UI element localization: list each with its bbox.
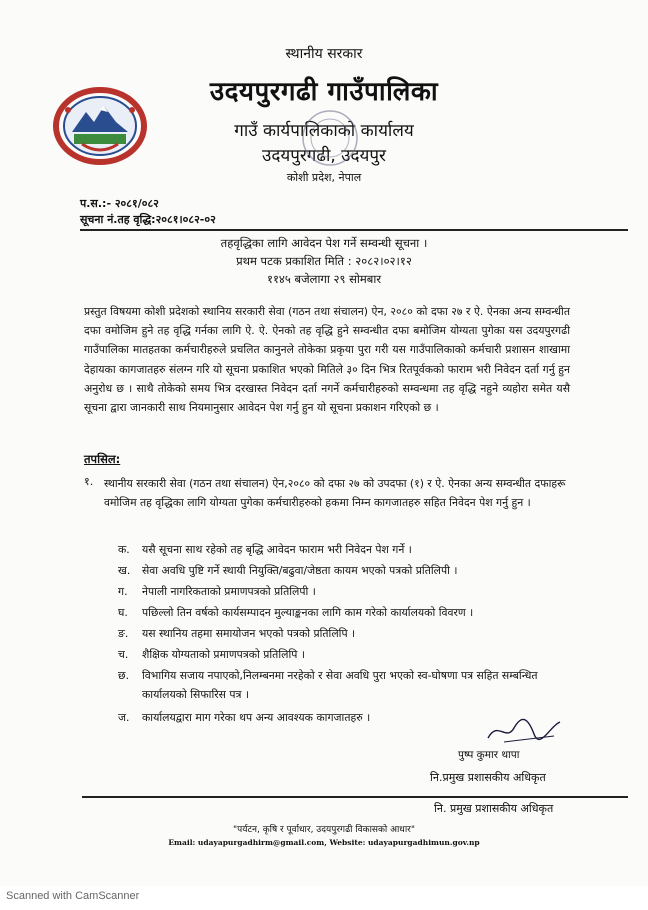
item-text: शैक्षिक योग्यताको प्रमाणपत्रको प्रतिलिपि ।: [142, 648, 305, 661]
item-text: विभागिय सजाय नपाएको,निलम्बनमा नरहेको र सेवा अवधि पुरा भएको स्व-घोषणा पत्र सहित सम्बन्धित कार्यालयको सिफारिस पत्र ।: [142, 669, 538, 701]
item-label: ङ.: [118, 627, 129, 640]
handwritten-signature: [484, 716, 564, 746]
item-number: १.: [84, 475, 94, 488]
signatory-title-footer: नि. प्रमुख प्रशासकीय अधिकृत: [434, 802, 554, 815]
letter-reference-number: प.स.:- २०८१/०८२: [80, 197, 159, 210]
document-list-item: [118, 561, 457, 580]
camscanner-watermark: Scanned with CamScanner: [6, 890, 140, 902]
footer-divider: [82, 796, 628, 798]
details-heading: तपसिल:: [84, 452, 121, 466]
item-label: ज.: [118, 711, 130, 724]
document-list-item: [118, 666, 582, 704]
document-list-item: [118, 624, 355, 643]
footer-contact: Email: udayapurgadhirm@gmail.com, Website: udayapurgadhimun.gov.np: [168, 838, 480, 847]
item-label: च.: [118, 648, 129, 661]
header-divider: [80, 229, 628, 231]
footer-motto: "पर्यटन, कृषि र पूर्वाधार, उदयपुरगढी विकासको आधार": [233, 825, 415, 835]
document-list-item: [118, 603, 473, 622]
item-text: नेपाली नागरिकताको प्रमाणपत्रको प्रतिलिपी ।: [142, 585, 316, 598]
document-list-item: [118, 540, 412, 559]
item-label: ख.: [118, 564, 131, 577]
document-list-item: [118, 645, 305, 664]
notice-number: सूचना नं.तह वृद्धि:२०८१।०८२-०२: [80, 213, 216, 226]
item-text: यसै सूचना साथ रहेको तह बृद्धि आवेदन फाराम भरी निवेदन पेश गर्ने ।: [142, 543, 412, 556]
item-text: पछिल्लो तिन वर्षको कार्यसम्पादन मुल्याङ्कनका लागि काम गरेको कार्यालयको विवरण ।: [142, 606, 474, 619]
office-name: गाउँ कार्यपालिकाको कार्यालय: [234, 121, 414, 141]
item-1-text: स्थानीय सरकारी सेवा (गठन तथा संचालन) ऐन,२०८० को दफा २७ को उपदफा (१) र ऐ. ऐनका अन्य सम्वन्धीत दफाहरू वमोजिम तह वृद्धिका लागि योग्यता पुगेका कर्मचारीहरुको हकमा निम्न कागजातहरु सहित निवेदन पेश गर्नु हुन ।: [104, 477, 566, 509]
published-time: ११४५ बजेलागा २९ सोमबार: [266, 272, 382, 286]
item-label: छ.: [118, 669, 130, 682]
item-label: ग.: [118, 585, 128, 598]
municipality-name: उदयपुरगढी गाउँपालिका: [209, 77, 439, 107]
signatory-title: नि.प्रमुख प्रशासकीय अधिकृत: [430, 771, 546, 784]
item-label: क.: [118, 543, 130, 556]
item-label: घ.: [118, 606, 128, 619]
header-local-government: स्थानीय सरकार: [285, 46, 363, 62]
notice-title: तहवृद्धिका लागि आवेदन पेश गर्ने सम्वन्धी सूचना ।: [220, 236, 428, 250]
item-text: कार्यालयद्वारा माग गरेका थप अन्य आवश्यक कागजातहरु ।: [142, 711, 371, 724]
document-list-item: [118, 582, 316, 601]
item-text: यस स्थानिय तहमा समायोजन भएको पत्रको प्रतिलिपि ।: [142, 627, 356, 640]
office-address: उदयपुरगढी, उदयपुर: [262, 146, 386, 166]
document-list-item: [118, 708, 370, 727]
signatory-name: पुष्प कुमार थापा: [458, 749, 520, 761]
province: कोशी प्रदेश, नेपाल: [286, 171, 362, 184]
item-text: सेवा अवधि पुष्टि गर्ने स्थायी नियुक्ति/बढुवा/जेष्ठता कायम भएको पत्रको प्रतिलिपी ।: [142, 564, 458, 577]
notice-body-paragraph: प्रस्तुत विषयमा कोशी प्रदेशको स्थानिय सरकारी सेवा (गठन तथा संचालन) ऐन, २०८० को दफा २७ र ऐ. ऐनका अन्य सम्वन्धीत दफा वमोजिम हुने तह वृद्धि गर्नका लागि ऐ. ऐ. ऐनको तह वृद्धि हुने सम्वन्धीत दफा बमोजिम योग्यता पुगेका यस उदयपुरगढी गाउँपालिका मातहतका कर्मचारीहरुले प्रचलित कानुनले तोकेका प्रकृया पुरा गरी यस गाउँपालिकाको कर्मचारी प्रशासन शाखामा देहायका कागजातहरु संलग्न गरि यो सूचना प्रकाशित भएको मितिले ३० दिन भित्र रितपूर्वकको फाराम भरी निवेदन दर्ता गर्नु हुन अनुरोध छ । साथै तोकेको समय भित्र दरखास्त निवेदन दर्ता नगर्ने कर्मचारीहरुको सम्वन्धमा तह वृद्धि नहुने व्यहोरा समेत यसै सूचना द्वारा जानकारी साथ नियमानुसार आवेदन पेश गर्नु हुन यो सूचना प्रकाशन गरिएको छ ।: [84, 305, 570, 415]
published-date: प्रथम पटक प्रकाशित मिति : २०८२।०२।१२: [236, 254, 412, 268]
office-seal-stamp: [300, 108, 360, 168]
